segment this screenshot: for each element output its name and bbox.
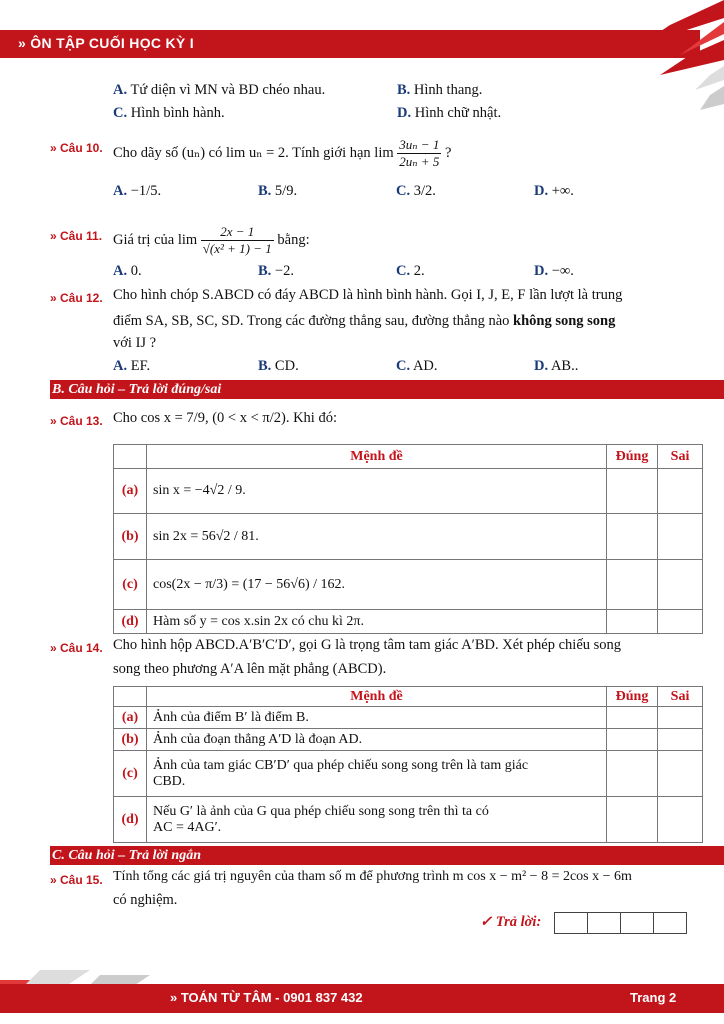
q13-c-false-cell[interactable] — [658, 560, 703, 610]
q14-b-true-cell[interactable] — [607, 729, 658, 751]
header-title: » ÔN TẬP CUỐI HỌC KỲ I — [18, 35, 194, 51]
q13-label: » Câu 13. — [50, 414, 103, 428]
q15-label: » Câu 15. — [50, 873, 103, 887]
q9-option-a: Tứ diện vì MN và BD chéo nhau. — [130, 82, 326, 98]
q14-a-false-cell[interactable] — [658, 707, 703, 729]
q14-row-d: Nếu G′ là ảnh của G qua phép chiếu song song trên thì ta có AC = 4AG′. — [147, 797, 607, 843]
q15-line2: có nghiệm. — [113, 892, 178, 908]
q13-c-true-cell[interactable] — [607, 560, 658, 610]
q13-row-d: Hàm số y = cos x.sin 2x có chu kì 2π. — [147, 610, 607, 634]
q13-b-true-cell[interactable] — [607, 514, 658, 560]
q13-d-false-cell[interactable] — [658, 610, 703, 634]
q10-option-d: +∞. — [551, 183, 574, 199]
q14-line2: song theo phương A′A lên mặt phẳng (ABCD). — [113, 661, 387, 677]
q11-option-a: 0. — [130, 263, 142, 279]
q12-option-d: AB.. — [550, 358, 579, 374]
q14-row-a: Ảnh của điểm B′ là điểm B. — [147, 707, 607, 729]
q9-option-d: Hình chữ nhật. — [414, 105, 502, 121]
q11-text: Giá trị của lim — [113, 231, 198, 248]
footer-left: » TOÁN TỪ TÂM - 0901 837 432 — [170, 990, 363, 1005]
q10-text: Cho dãy số (uₙ) có lim uₙ = 2. Tính giới hạn lim — [113, 144, 394, 161]
q14-b-false-cell[interactable] — [658, 729, 703, 751]
q12-line3: với IJ ? — [113, 335, 157, 351]
section-b-heading: B. Câu hỏi – Trả lời đúng/sai — [50, 380, 724, 399]
q10-option-c: 3/2. — [413, 183, 436, 199]
q14-c-false-cell[interactable] — [658, 751, 703, 797]
q13-row-b: sin 2x = 56√2 / 81. — [147, 514, 607, 560]
q14-c-true-cell[interactable] — [607, 751, 658, 797]
q9-option-b: Hình thang. — [413, 82, 483, 98]
q11-option-c: 2. — [413, 263, 425, 279]
answer-box-4[interactable] — [653, 912, 687, 934]
q14-a-true-cell[interactable] — [607, 707, 658, 729]
q13-d-true-cell[interactable] — [607, 610, 658, 634]
q12-option-c: AD. — [412, 358, 438, 374]
q13-b-false-cell[interactable] — [658, 514, 703, 560]
q14-table: Mệnh đề Đúng Sai (a) Ảnh của điểm B′ là điểm B. (b) Ảnh của đoạn thẳng A′D là đoạn AD. (c) Ảnh của tam giác CB′D′ qua phép chiếu song song trên là tam giác CBD. (d) Nếu G′ là ảnh của G qua phép chiếu song song trên thì ta có AC = 4AG′. — [113, 686, 703, 843]
q14-row-c: Ảnh của tam giác CB′D′ qua phép chiếu song song trên là tam giác CBD. — [147, 751, 607, 797]
q13-row-a: sin x = −4√2 / 9. — [147, 469, 607, 514]
q15-line1: Tính tổng các giá trị nguyên của tham số m để phương trình m cos x − m² − 8 = 2cos x − 6m — [113, 869, 632, 884]
q13-a-true-cell[interactable] — [607, 469, 658, 514]
q9-option-c: Hình bình hành. — [130, 105, 225, 121]
q13-row-c: cos(2x − π/3) = (17 − 56√6) / 162. — [147, 560, 607, 610]
q10-label: » Câu 10. — [50, 141, 103, 155]
answer-box-1[interactable] — [554, 912, 588, 934]
q11-option-d: −∞. — [551, 263, 574, 279]
answer-box-3[interactable] — [620, 912, 654, 934]
q14-label: » Câu 14. — [50, 641, 103, 655]
q14-line1: Cho hình hộp ABCD.A′B′C′D′, gọi G là trọng tâm tam giác A′BD. Xét phép chiếu song — [113, 637, 622, 653]
q10-option-a: −1/5. — [130, 183, 162, 199]
q12-label: » Câu 12. — [50, 291, 103, 305]
q11-label: » Câu 11. — [50, 229, 103, 243]
q10-option-b: 5/9. — [274, 183, 298, 199]
decorative-stripes-icon — [600, 0, 724, 110]
answer-box-2[interactable] — [587, 912, 621, 934]
q12-line2: điểm SA, SB, SC, SD. Trong các đường thẳng sau, đường thẳng nào — [113, 313, 510, 329]
q15-answer-label: ✓ Trả lời: — [480, 914, 542, 930]
q13-text: Cho cos x = 7/9, (0 < x < π/2). Khi đó: — [113, 410, 337, 426]
page-number: Trang 2 — [630, 990, 677, 1005]
q14-d-true-cell[interactable] — [607, 797, 658, 843]
q12-option-b: CD. — [274, 358, 299, 374]
q11-option-b: −2. — [274, 263, 294, 279]
q13-table: Mệnh đề Đúng Sai (a) sin x = −4√2 / 9. (b) sin 2x = 56√2 / 81. (c) cos(2x − π/3) = (17 − 56√6) / 162. (d) Hàm số y = cos x.sin 2x có chu kì 2π. — [113, 444, 703, 634]
q14-row-b: Ảnh của đoạn thẳng A′D là đoạn AD. — [147, 729, 607, 751]
section-c-heading: C. Câu hỏi – Trả lời ngắn — [50, 846, 724, 865]
q12-line1: Cho hình chóp S.ABCD có đáy ABCD là hình bình hành. Gọi I, J, E, F lần lượt là trung — [113, 287, 623, 303]
q12-option-a: EF. — [130, 358, 151, 374]
q13-a-false-cell[interactable] — [658, 469, 703, 514]
q14-d-false-cell[interactable] — [658, 797, 703, 843]
